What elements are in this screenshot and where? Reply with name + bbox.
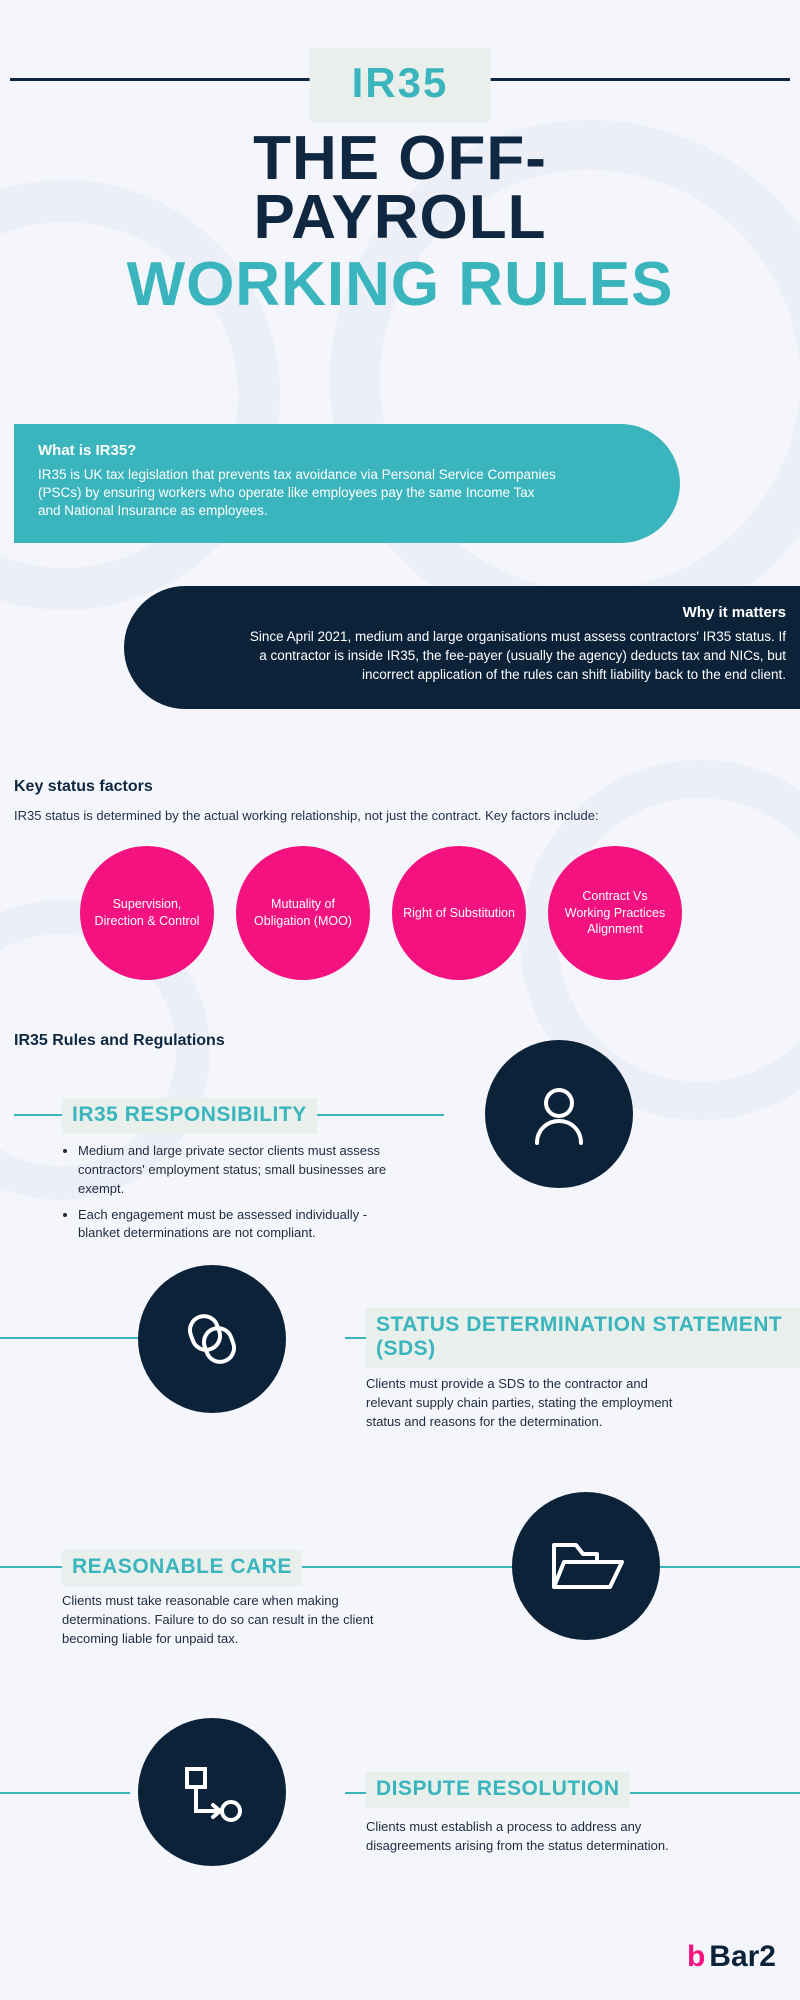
why-it-matters-title: Why it matters — [682, 604, 786, 621]
brand-logo — [687, 1942, 776, 1972]
key-factor-item: Supervision, Direction & Control — [80, 846, 214, 980]
key-factor-item: Mutuality of Obligation (MOO) — [236, 846, 370, 980]
rule-divider — [0, 1566, 62, 1568]
rule-heading: IR35 RESPONSIBILITY — [62, 1098, 317, 1134]
rule-heading: REASONABLE CARE — [62, 1550, 302, 1586]
page-title-line1: THE OFF- — [253, 124, 547, 193]
rule-divider — [0, 1792, 130, 1794]
rule-divider — [660, 1566, 800, 1568]
why-it-matters-panel — [124, 586, 800, 709]
page-title-line2: PAYROLL — [253, 182, 547, 252]
what-is-ir35-body: IR35 is UK tax legislation that prevents tax avoidance via Personal Service Companies (PSCs) by ensuring workers who operate like employees pay the same Income Tax and National Insurance as employees. — [38, 467, 556, 519]
page-title — [0, 124, 800, 319]
key-factor-item: Right of Substitution — [392, 846, 526, 980]
page-title-line3: WORKING RULES — [126, 249, 674, 319]
rule-body: Clients must provide a SDS to the contractor and relevant supply chain parties, stating the employment status and reasons for the determination. — [366, 1376, 673, 1429]
rules-title: IR35 Rules and Regulations — [14, 1032, 225, 1049]
what-is-ir35-title: What is IR35? — [38, 442, 137, 459]
logo-wordmark: Bar2 — [709, 1940, 776, 1973]
person-icon — [485, 1040, 633, 1188]
folder-icon — [512, 1492, 660, 1640]
key-factors-subtitle: IR35 status is determined by the actual working relationship, not just the contract. Key factors include: — [14, 808, 599, 823]
key-factors-title: Key status factors — [14, 778, 153, 795]
key-factor-item: Contract Vs Working Practices Alignment — [548, 846, 682, 980]
rule-heading: STATUS DETERMINATION STATEMENT (SDS) — [366, 1308, 800, 1368]
what-is-ir35-panel — [14, 424, 680, 543]
rule-body: Clients must establish a process to address any disagreements arising from the status determination. — [366, 1819, 669, 1853]
ir35-badge — [310, 48, 491, 122]
key-factors-list — [80, 846, 730, 980]
chain-link-icon — [138, 1265, 286, 1413]
rule-body: Clients must take reasonable care when making determinations. Failure to do so can result in the client becoming liable for unpaid tax. — [62, 1593, 374, 1646]
ir35-badge-label: IR35 — [351, 59, 449, 106]
rule-heading: DISPUTE RESOLUTION — [366, 1772, 630, 1808]
rule-bullet: • Each engagement must be assessed individually - blanket determinations are not compliant. — [78, 1206, 402, 1244]
rule-divider — [0, 1337, 160, 1339]
flowchart-icon — [138, 1718, 286, 1866]
why-it-matters-body: Since April 2021, medium and large organisations must assess contractors' IR35 status. If a contractor is inside IR35, the fee-payer (usually the agency) deducts tax and NICs, but incorrect application of the rules can shift liability back to the end client. — [249, 629, 786, 682]
logo-mark-icon: b — [686, 1940, 706, 1973]
rule-bullet: • Medium and large private sector clients must assess contractors' employment status; small businesses are exempt. — [78, 1142, 402, 1199]
rule-body — [62, 1142, 402, 1250]
